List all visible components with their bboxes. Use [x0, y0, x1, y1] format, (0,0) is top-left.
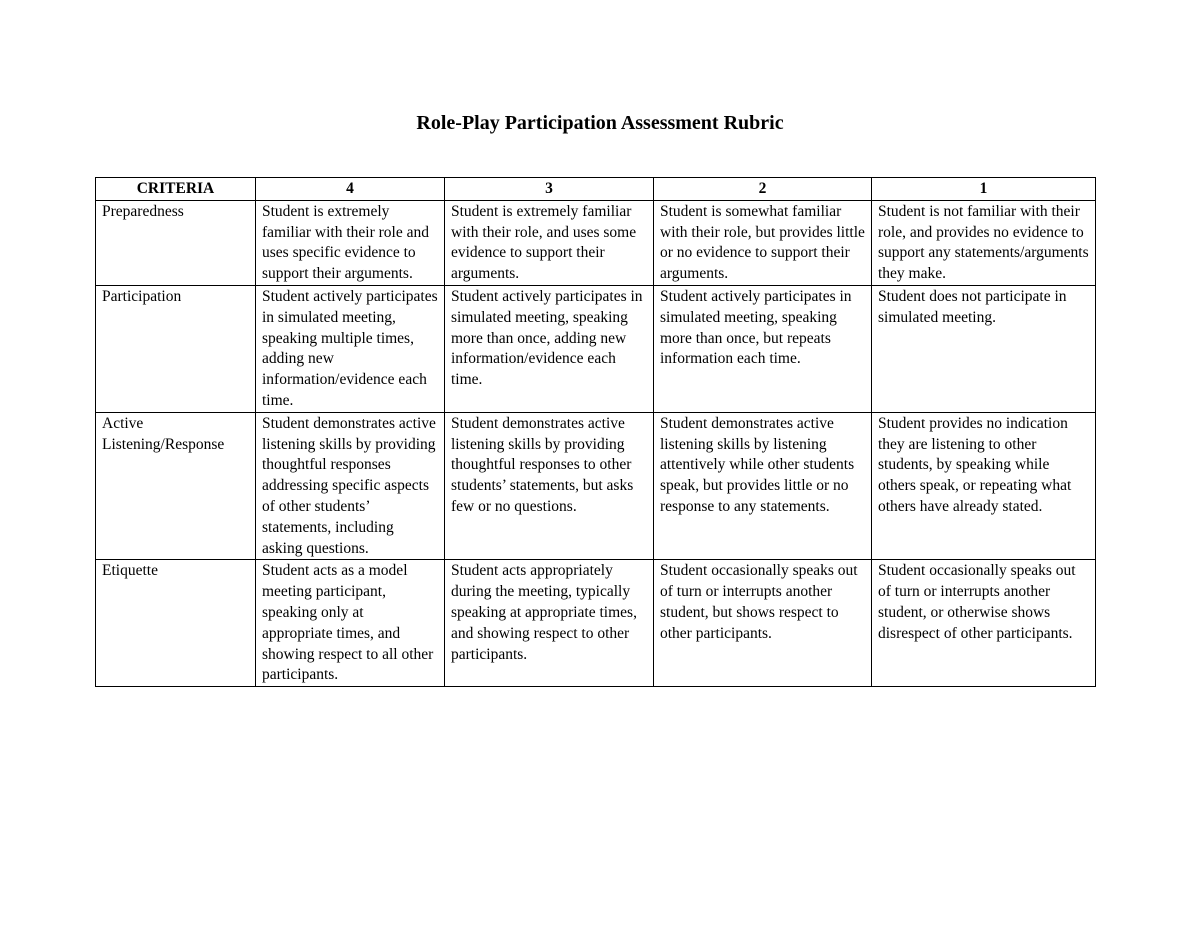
rubric-cell-score-1: Student does not participate in simulated meeting. — [872, 285, 1096, 412]
criterion-cell: Participation — [96, 285, 256, 412]
rubric-cell-score-4: Student demonstrates active listening skills by providing thoughtful responses addressing specific aspects of other students’ statements, including asking questions. — [256, 412, 445, 560]
rubric-cell-score-3: Student actively participates in simulated meeting, speaking more than once, adding new information/evidence each time. — [445, 285, 654, 412]
rubric-cell-score-4: Student actively participates in simulated meeting, speaking multiple times, adding new information/evidence each time. — [256, 285, 445, 412]
criterion-cell: Etiquette — [96, 560, 256, 687]
criterion-cell: Preparedness — [96, 200, 256, 285]
rubric-cell-score-1: Student provides no indication they are listening to other students, by speaking while others speak, or repeating what others have already stated. — [872, 412, 1096, 560]
header-score-4: 4 — [256, 178, 445, 201]
header-score-1: 1 — [872, 178, 1096, 201]
rubric-cell-score-4: Student acts as a model meeting participant, speaking only at appropriate times, and showing respect to all other participants. — [256, 560, 445, 687]
table-row-preparedness — [96, 200, 1096, 285]
rubric-cell-score-2: Student occasionally speaks out of turn or interrupts another student, but shows respect to other participants. — [654, 560, 872, 687]
rubric-cell-score-2: Student actively participates in simulated meeting, speaking more than once, but repeats information each time. — [654, 285, 872, 412]
rubric-table — [95, 177, 1096, 687]
header-score-2: 2 — [654, 178, 872, 201]
table-row-active-listening — [96, 412, 1096, 560]
rubric-cell-score-4: Student is extremely familiar with their role and uses specific evidence to support their arguments. — [256, 200, 445, 285]
rubric-cell-score-2: Student is somewhat familiar with their role, but provides little or no evidence to support their arguments. — [654, 200, 872, 285]
rubric-cell-score-3: Student demonstrates active listening skills by providing thoughtful responses to other students’ statements, but asks few or no questions. — [445, 412, 654, 560]
header-criteria: CRITERIA — [96, 178, 256, 201]
header-score-3: 3 — [445, 178, 654, 201]
header-row — [96, 178, 1096, 201]
rubric-cell-score-3: Student acts appropriately during the meeting, typically speaking at appropriate times, and showing respect to other participants. — [445, 560, 654, 687]
page-title: Role-Play Participation Assessment Rubric — [416, 112, 784, 134]
table-row-participation — [96, 285, 1096, 412]
rubric-cell-score-3: Student is extremely familiar with their role, and uses some evidence to support their arguments. — [445, 200, 654, 285]
rubric-cell-score-2: Student demonstrates active listening skills by listening attentively while other students speak, but provides little or no response to any statements. — [654, 412, 872, 560]
rubric-cell-score-1: Student is not familiar with their role, and provides no evidence to support any statements/arguments they make. — [872, 200, 1096, 285]
criterion-cell: Active Listening/Response — [96, 412, 256, 560]
table-row-etiquette — [96, 560, 1096, 687]
rubric-cell-score-1: Student occasionally speaks out of turn or interrupts another student, or otherwise shows disrespect of other participants. — [872, 560, 1096, 687]
